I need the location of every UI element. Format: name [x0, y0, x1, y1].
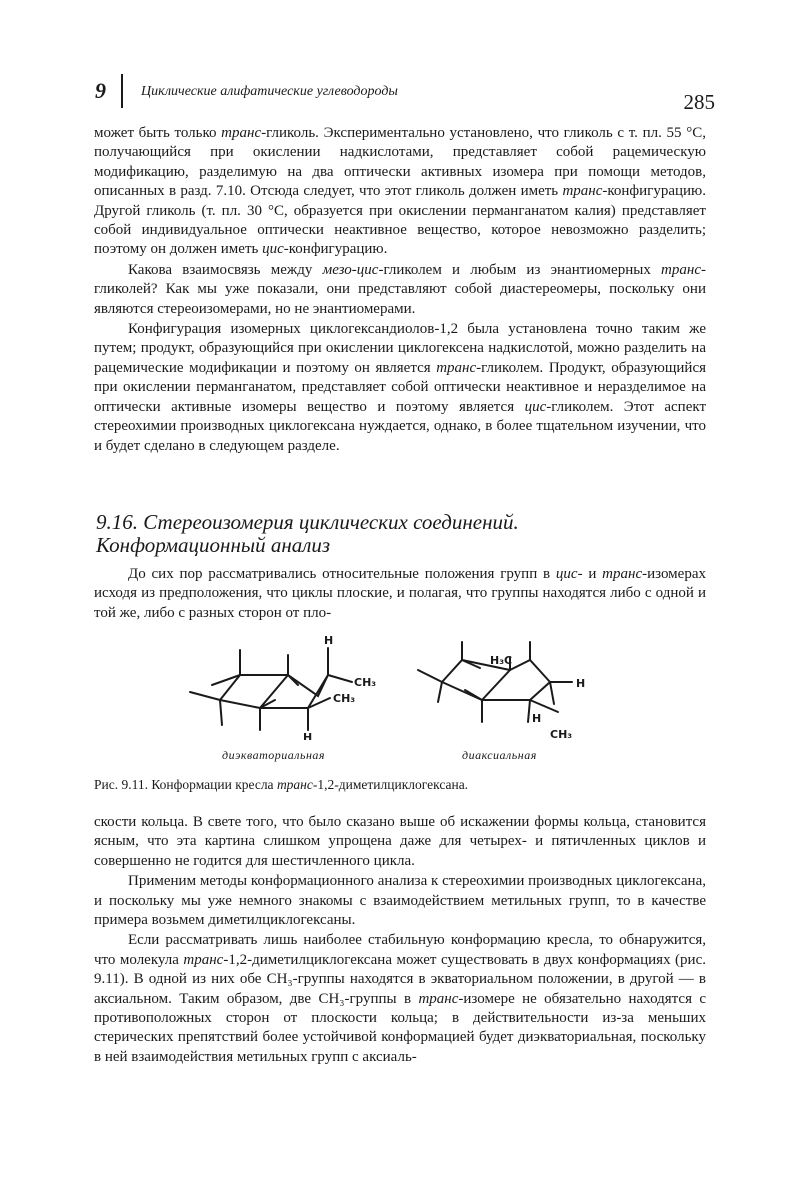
chapter-number: 9 — [95, 78, 106, 103]
section-heading-line-2: Конформационный анализ — [96, 533, 331, 557]
atom-label: CH₃ — [333, 692, 356, 705]
italic-run: транс — [562, 183, 603, 200]
italic-run: мезо-цис — [322, 261, 379, 278]
text-run: -конфигурацию. — [283, 241, 388, 258]
text-run: -гликолем и любым из энантиомерных — [378, 261, 662, 278]
paragraph — [94, 565, 706, 623]
page-number: 285 — [683, 90, 715, 114]
paragraph — [94, 320, 706, 456]
mid-text-block — [94, 565, 706, 623]
text-run: может быть только — [94, 125, 222, 141]
text-run: -1,2-диметилциклогексана. — [312, 777, 469, 792]
text-run: Конфигурация изомерных циклогександиолов-1,2 была установлена точно таким же путем; продукт, образующийся при окислении циклогексена надкислотой, можно разделить на рацемические модификации и поэтому он является — [94, 321, 706, 376]
italic-run: цис — [555, 566, 578, 582]
header-divider — [121, 74, 123, 108]
text-run: -гликолем. Этот аспект стереохимии производных циклогексана нуждается, однако, в более тщательном изучении, что и будет сделано в следующем разделе. — [94, 398, 707, 454]
running-head: Циклические алифатические углеводороды — [141, 84, 398, 99]
diequatorial-chair — [190, 648, 352, 730]
paragraph — [94, 261, 706, 319]
italic-run: транс — [418, 990, 459, 1007]
italic-run: транс — [436, 359, 477, 376]
chair-conformations-drawing — [180, 630, 610, 740]
atom-label: H — [303, 731, 313, 740]
top-text-block — [94, 124, 706, 456]
paragraph: Применим методы конформационного анализа к стереохимии производных циклогексана, и поскольку мы уже немного знакомы с взаимодействием метильных групп, то в качестве примера возьмем диметилциклогексаны. — [94, 873, 706, 929]
text-run: -изомере не обязательно находятся с противоположных сторон от плоскости кольца; в действительности из-за меньших стерических препятствий более устойчивой конформацией будет диэкваториальная, поскольку в ней взаимодействия метильных групп с аксиаль- — [94, 990, 707, 1065]
text-run: Рис. 9.11. Конформации кресла — [94, 777, 277, 792]
figure-caption — [94, 777, 468, 793]
bottom-text-block — [94, 813, 706, 1067]
atom-label: H — [576, 677, 586, 690]
paragraph — [94, 124, 706, 260]
text-run: -гликоль. Экспериментально установлено, что гликоль с т. пл. 55 °С, получающийся при окислении надкислотами, представляет собой рацемическую модификацию, разделимую на два оптически активных изомера при помощи методов, описанных в разд. 7.10. Отсюда следует, что этот гликоль должен иметь — [94, 125, 706, 200]
text-run: -гликолем. Продукт, образующийся при окислении перманганатом, представляет собой оптически неактивное и неразделимое на оптически активные изомеры вещество и поэтому является — [94, 359, 706, 415]
text-run: Если рассматривать лишь наиболее стабильную конформацию кресла, то обнаружится, что молекула — [94, 932, 706, 968]
atom-label: CH₃ — [354, 676, 377, 689]
atom-label: CH₃ — [550, 728, 573, 740]
text-run: -1,2-диметилциклогексана может существовать в двух конформациях (рис. 9.11). В одной из них обе СН₃-группы находятся в экваториальном положении, в другой — в аксиальном. Таким образом, две СН₃-группы в — [94, 951, 706, 1007]
italic-run: транс — [183, 951, 224, 968]
text-run: -гликолей? Как мы уже показали, они представляют собой диастереомеры, поскольку они являются стереоизомерами, но не энантиомерами. — [94, 261, 706, 317]
figure-9-11 — [180, 630, 610, 765]
italic-run: транс — [276, 777, 313, 792]
atom-label: H₃C — [490, 654, 513, 667]
text-run: Какова взаимосвязь между — [128, 261, 323, 278]
italic-run: транс — [602, 566, 643, 582]
italic-run: транс — [661, 261, 701, 278]
italic-run: транс — [221, 125, 262, 141]
figure-label-diequatorial: диэкваториальная — [222, 748, 325, 762]
text-run: -изомерах исходя из предположения, что циклы плоские, и полагая, что группы находятся либо с одной и той же, либо с разных сторон от пло- — [94, 566, 706, 621]
italic-run: цис — [524, 398, 547, 415]
paragraph: скости кольца. В свете того, что было сказано выше об искажении формы кольца, становится ясным, что эта картина слишком упрощена даже для четырех- и пятичленных циклов и совершенно не годится для шестичленного цикла. — [94, 814, 706, 869]
section-heading-line-1: 9.16. Стереоизомерия циклических соединений. — [96, 510, 519, 534]
italic-run: цис — [262, 241, 284, 258]
paragraph — [94, 931, 706, 1067]
atom-label: H — [324, 634, 334, 647]
atom-label: H — [532, 712, 542, 725]
section-heading — [96, 511, 696, 557]
text-run: До сих пор рассматривались относительные положения групп в — [128, 566, 556, 582]
page-header — [95, 70, 715, 114]
text-run: -конфигурацию. Другой гликоль (т. пл. 30 °С, образуется при окислении перманганатом калия) представляет собой индивидуальное оптически неактивное вещество, которое невозможно разделить; поэтому он должен иметь — [94, 183, 706, 258]
text-run: - и — [577, 566, 603, 582]
figure-label-diaxial: диаксиальная — [462, 748, 537, 762]
